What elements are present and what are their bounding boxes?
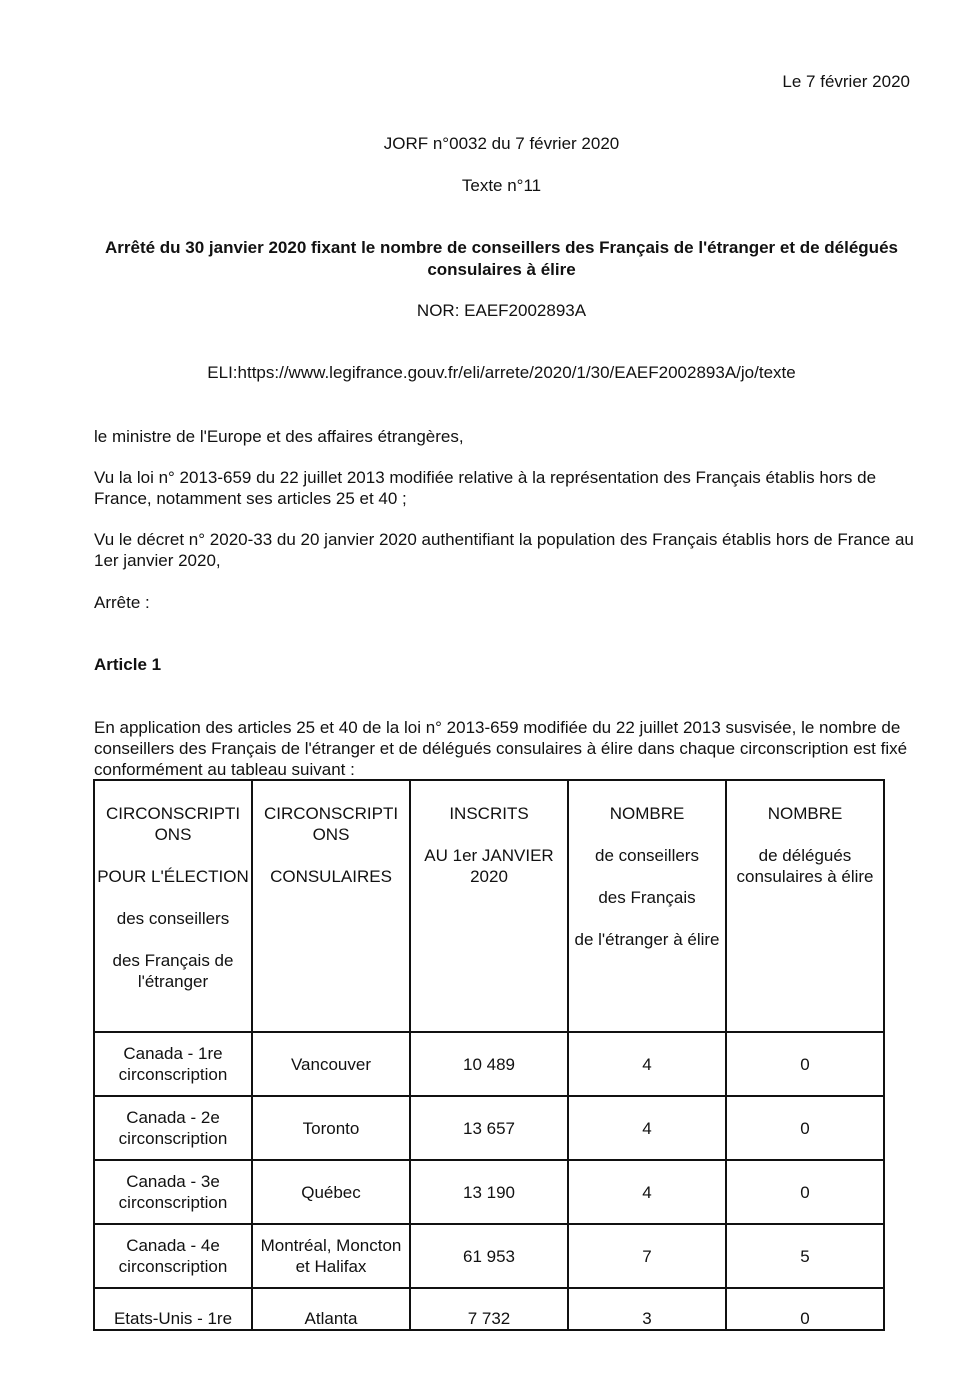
cell-circ-consulaire: Vancouver [252, 1032, 410, 1096]
cell-inscrits: 13 190 [410, 1160, 568, 1224]
cell-inscrits: 7 732 [410, 1288, 568, 1330]
header-text: des conseillers [116, 909, 230, 928]
article-heading: Article 1 [94, 655, 162, 674]
header-text: de l'étranger à élire [574, 930, 720, 949]
cell-circ-election: Canada - 4e circonscription [94, 1224, 252, 1288]
cell-circ-election: Etats-Unis - 1re [94, 1288, 252, 1330]
header-text: de conseillers [595, 846, 699, 865]
cell-conseillers: 3 [568, 1288, 726, 1330]
cell-circ-election: Canada - 3e circonscription [94, 1160, 252, 1224]
header-text: des Français [598, 888, 696, 907]
cell-delegues: 0 [726, 1032, 884, 1096]
header-inscrits [410, 780, 568, 1032]
cell-circ-election: Canada - 1re circonscription [94, 1032, 252, 1096]
header-delegues [726, 780, 884, 1032]
cell-inscrits: 61 953 [410, 1224, 568, 1288]
cell-delegues: 0 [726, 1160, 884, 1224]
header-text: de délégués consulaires à élire [736, 846, 874, 886]
cell-delegues: 5 [726, 1224, 884, 1288]
cell-circ-consulaire: Atlanta [252, 1288, 410, 1330]
document-title: Arrêté du 30 janvier 2020 fixant le nombre de conseillers des Français de l'étranger et de délégués consulaires à élire [105, 238, 898, 279]
header-text: CIRCONSCRIPTI ONS [263, 804, 399, 844]
table-header-row [94, 780, 884, 1032]
table-row [94, 1160, 884, 1224]
header-text: INSCRITS [449, 804, 529, 823]
cell-conseillers: 4 [568, 1160, 726, 1224]
document-date: Le 7 février 2020 [782, 72, 910, 91]
cell-conseillers: 7 [568, 1224, 726, 1288]
header-text: des Français de l'étranger [112, 951, 234, 991]
header-conseillers [568, 780, 726, 1032]
texte-number: Texte n°11 [461, 176, 542, 195]
article-text: En application des articles 25 et 40 de la loi n° 2013-659 modifiée du 22 juillet 2013 susvisée, le nombre de conseillers des Français de l'étranger et de délégués consulaires à élire dans chaque circonscription est fixé conformément au tableau suivant : [94, 718, 908, 779]
table-row [94, 1224, 884, 1288]
nor-reference: NOR: EAEF2002893A [416, 301, 587, 320]
header-text: CONSULAIRES [270, 867, 392, 886]
table-row [94, 1288, 884, 1330]
header-text: NOMBRE [609, 804, 685, 823]
cell-circ-election: Canada - 2e circonscription [94, 1096, 252, 1160]
eli-link[interactable]: ELI:https://www.legifrance.gouv.fr/eli/arrete/2020/1/30/EAEF2002893A/jo/texte [207, 363, 796, 382]
cell-conseillers: 4 [568, 1096, 726, 1160]
header-circ-consulaire [252, 780, 410, 1032]
paragraph-vu-decret: Vu le décret n° 2020-33 du 20 janvier 2020 authentifiant la population des Français établis hors de France au 1er janvier 2020, [94, 530, 914, 570]
header-text: POUR L'ÉLECTION [97, 867, 249, 886]
table-row [94, 1032, 884, 1096]
cell-inscrits: 10 489 [410, 1032, 568, 1096]
header-text: CIRCONSCRIPTI ONS [105, 804, 241, 844]
cell-inscrits: 13 657 [410, 1096, 568, 1160]
circonscriptions-table [93, 779, 885, 1331]
header-text: NOMBRE [767, 804, 843, 823]
jorf-reference: JORF n°0032 du 7 février 2020 [383, 134, 620, 153]
paragraph-arrete: Arrête : [94, 593, 150, 612]
header-circ-election [94, 780, 252, 1032]
cell-circ-consulaire: Québec [252, 1160, 410, 1224]
cell-circ-consulaire: Montréal, Moncton et Halifax [252, 1224, 410, 1288]
cell-circ-consulaire: Toronto [252, 1096, 410, 1160]
cell-conseillers: 4 [568, 1032, 726, 1096]
paragraph-minister: le ministre de l'Europe et des affaires étrangères, [94, 427, 464, 446]
cell-delegues: 0 [726, 1096, 884, 1160]
table-row [94, 1096, 884, 1160]
header-text: AU 1er JANVIER 2020 [424, 846, 554, 886]
paragraph-vu-loi: Vu la loi n° 2013-659 du 22 juillet 2013 modifiée relative à la représentation des Français établis hors de France, notamment ses articles 25 et 40 ; [94, 468, 877, 508]
cell-delegues: 0 [726, 1288, 884, 1330]
